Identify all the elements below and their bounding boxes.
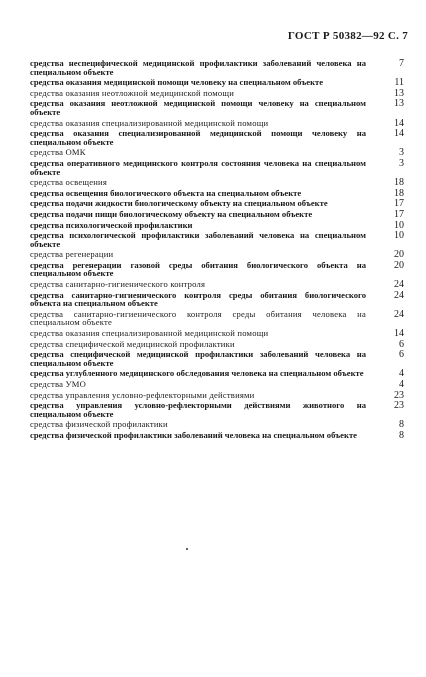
index-entry	[30, 189, 404, 198]
index-entry	[30, 380, 404, 389]
index-entry-text: средства специфической медицинской профилактики заболеваний человека на специальном объекте	[30, 349, 366, 368]
index-entry-page-number: 14	[394, 128, 404, 140]
index-entry-page-number: 4	[399, 379, 404, 390]
index-entry-text: средства неспецифической медицинской профилактики заболеваний человека на специальном объекте	[30, 58, 366, 77]
index-entry-text: средства санитарно-гигиенического контроля среды обитания человека на специальном объекте	[30, 308, 366, 328]
index-entry-page-number: 17	[394, 208, 404, 220]
index-entry-text: средства оказания неотложной медицинской помощи	[30, 87, 235, 98]
page-header: ГОСТ Р 50382—92 С. 7	[287, 30, 408, 42]
index-entry-page-number: 24	[394, 308, 404, 320]
index-entry	[30, 59, 404, 76]
index-entry	[30, 280, 404, 289]
index-entry-text: средства специфической медицинской профилактики	[30, 338, 235, 349]
index-entry	[30, 369, 404, 378]
index-entry	[30, 78, 404, 87]
index-entry-page-number: 13	[394, 87, 404, 99]
index-entry	[30, 350, 404, 367]
index-entry-text: средства физической профилактики заболеваний человека на специальном объекте	[30, 429, 357, 440]
index-entry-page-number: 23	[394, 400, 404, 412]
page-mark	[186, 548, 188, 550]
index-entry-page-number: 18	[394, 177, 404, 189]
index-entry	[30, 119, 404, 128]
index-entry-page-number: 6	[399, 349, 404, 361]
index-entry-text: средства оказания специализированной медицинской помощи человеку на специальном объекте	[30, 128, 366, 147]
index-entry-text: средства освещения	[30, 177, 107, 188]
index-entry-page-number: 8	[399, 419, 404, 431]
index-entry-text: средства психологической профилактики	[30, 219, 193, 230]
index-entry-page-number: 24	[394, 289, 404, 301]
index-entry	[30, 329, 404, 338]
index-entry-text: средства углубленного медицинского обследования человека на специальном объекте	[30, 368, 364, 379]
index-entry	[30, 129, 404, 146]
index-entry-text: средства оперативного медицинского контроля состояния человека на специальном объекте	[30, 157, 366, 177]
index-entry	[30, 210, 404, 219]
index-entry-page-number: 8	[399, 429, 404, 441]
index-entry-text: средства психологической профилактики заболеваний человека на специальном объекте	[30, 230, 366, 249]
index-entry-text: средства ОМК	[30, 147, 86, 158]
index-list	[30, 59, 404, 442]
index-entry	[30, 291, 404, 308]
index-entry-text: средства регенерации газовой среды обитания биологического объекта на специальном объекте	[30, 259, 366, 279]
index-entry-text: средства подачи жидкости биологическому объекту на специальном объекте	[30, 198, 328, 209]
index-entry	[30, 199, 404, 208]
index-entry	[30, 89, 404, 98]
index-entry-text: средства освещения биологического объекта на специальном объекте	[30, 187, 302, 198]
index-entry-page-number: 24	[394, 279, 404, 291]
index-entry-text: средства подачи пищи биологическому объекту на специальном объекте	[30, 208, 313, 219]
index-entry	[30, 250, 404, 259]
index-entry-page-number: 7	[399, 58, 404, 69]
index-entry	[30, 178, 404, 187]
index-entry	[30, 310, 404, 327]
index-entry-page-number: 3	[399, 157, 404, 169]
index-entry-text: средства управления условно-рефлекторными действиями животного на специальном объекте	[30, 400, 366, 419]
index-entry-text: средства оказания специализированной медицинской помощи	[30, 117, 269, 128]
index-entry-page-number: 10	[394, 219, 404, 231]
index-entry-text: средства санитарно-гигиенического контроля среды обитания биологического объекта на специальном объекте	[30, 289, 366, 309]
index-entry-text: средства физической профилактики	[30, 419, 168, 430]
index-entry-page-number: 13	[394, 98, 404, 110]
index-entry-page-number: 14	[394, 328, 404, 340]
index-entry-text: средства оказания неотложной медицинской помощи человеку на специальном объекте	[30, 98, 366, 117]
index-entry-page-number: 10	[394, 230, 404, 242]
index-entry	[30, 431, 404, 440]
index-entry	[30, 159, 404, 176]
index-entry-page-number: 23	[394, 389, 404, 401]
index-entry-text: средства регенерации	[30, 249, 114, 260]
index-entry-page-number: 20	[394, 249, 404, 261]
index-entry-text: средства оказания специализированной медицинской помощи	[30, 328, 269, 339]
index-entry-page-number: 3	[399, 147, 404, 159]
index-entry-text: средства УМО	[30, 379, 86, 389]
index-entry-page-number: 4	[399, 368, 404, 380]
index-entry	[30, 420, 404, 429]
index-entry-page-number: 20	[394, 259, 404, 271]
index-entry	[30, 231, 404, 248]
index-entry	[30, 261, 404, 278]
index-entry	[30, 401, 404, 418]
index-entry	[30, 391, 404, 400]
index-entry-text: средства санитарно-гигиенического контроля	[30, 279, 206, 290]
index-entry	[30, 221, 404, 230]
index-entry-page-number: 18	[394, 187, 404, 199]
index-entry-text: средства оказания медицинской помощи человеку на специальном объекте	[30, 77, 324, 88]
index-entry	[30, 99, 404, 116]
index-entry-page-number: 6	[399, 338, 404, 350]
index-entry-page-number: 14	[394, 117, 404, 129]
index-entry-page-number: 11	[394, 77, 404, 89]
index-entry-page-number: 17	[394, 198, 404, 210]
index-entry	[30, 340, 404, 349]
index-entry	[30, 148, 404, 157]
index-entry-text: средства управления условно-рефлекторными действиями	[30, 389, 255, 400]
